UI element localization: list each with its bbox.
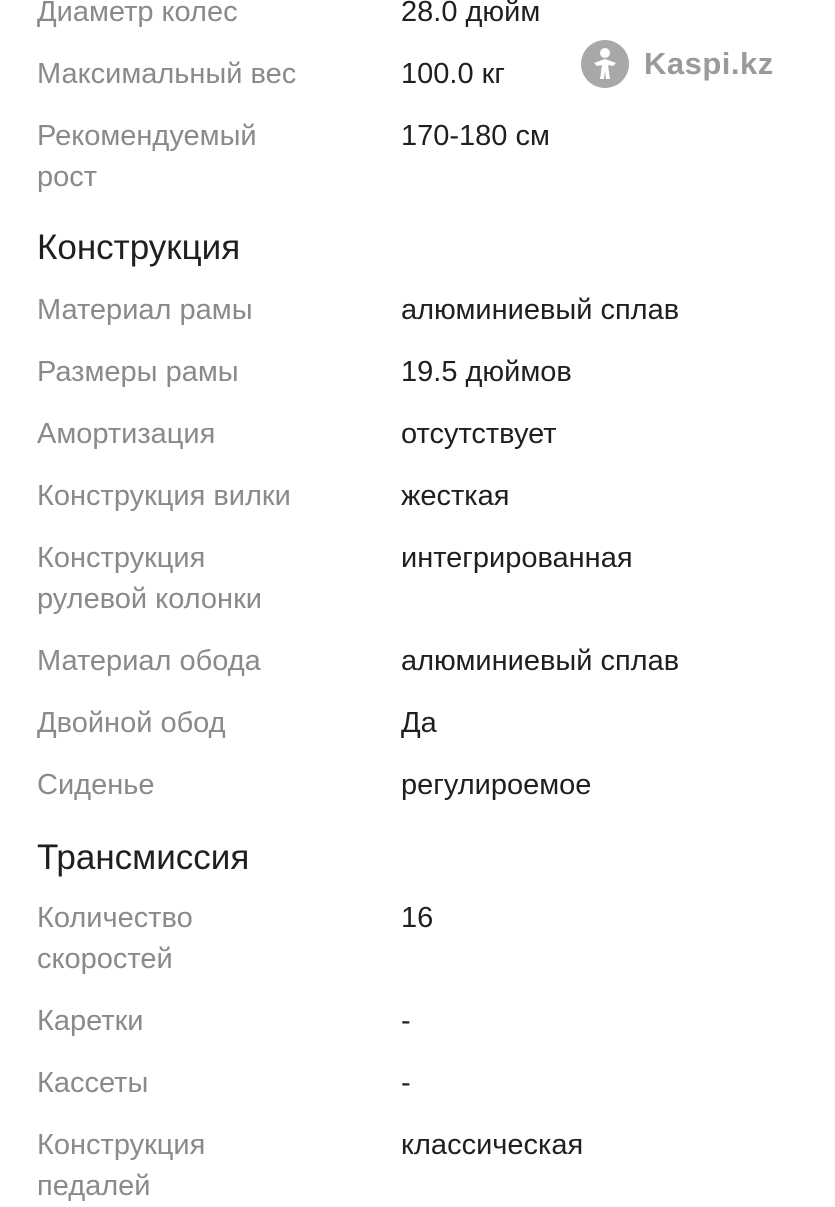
section-title-transmission: Трансмиссия bbox=[37, 838, 250, 877]
spec-label: Диаметр колес bbox=[37, 0, 238, 28]
spec-value: регулироемое bbox=[401, 769, 592, 801]
kaspi-watermark bbox=[580, 38, 774, 90]
watermark-brand: Kaspi.kz bbox=[644, 46, 774, 81]
spec-label: Сиденье bbox=[37, 769, 155, 801]
kaspi-logo-icon bbox=[580, 39, 630, 89]
spec-value: Да bbox=[401, 707, 437, 739]
spec-label: Конструкция вилки bbox=[37, 480, 291, 512]
spec-label: Рекомендуемый рост bbox=[37, 120, 257, 193]
spec-value: 170-180 см bbox=[401, 120, 550, 152]
spec-value: классическая bbox=[401, 1129, 584, 1161]
spec-value: 16 bbox=[401, 902, 434, 934]
spec-value: жесткая bbox=[401, 480, 510, 512]
spec-label: Каретки bbox=[37, 1005, 144, 1037]
spec-value: интегрированная bbox=[401, 542, 633, 574]
spec-value: алюминиевый сплав bbox=[401, 294, 680, 326]
spec-label: Кассеты bbox=[37, 1067, 149, 1099]
spec-label: Материал обода bbox=[37, 645, 261, 677]
spec-value: 19.5 дюймов bbox=[401, 356, 572, 388]
spec-label: Амортизация bbox=[37, 418, 216, 450]
spec-value: отсутствует bbox=[401, 418, 557, 450]
spec-label: Конструкция педалей bbox=[37, 1129, 206, 1202]
spec-value: 28.0 дюйм bbox=[401, 0, 541, 28]
spec-label: Двойной обод bbox=[37, 707, 226, 739]
section-title-construction: Конструкция bbox=[37, 228, 241, 267]
spec-value: алюминиевый сплав bbox=[401, 645, 680, 677]
spec-label: Материал рамы bbox=[37, 294, 253, 326]
spec-value: - bbox=[401, 1067, 411, 1099]
spec-value: - bbox=[401, 1005, 411, 1037]
spec-label: Количество скоростей bbox=[37, 902, 193, 975]
spec-label: Максимальный вес bbox=[37, 58, 297, 90]
spec-value: 100.0 кг bbox=[401, 58, 505, 90]
spec-label: Конструкция рулевой колонки bbox=[37, 542, 262, 615]
spec-label: Размеры рамы bbox=[37, 356, 239, 388]
